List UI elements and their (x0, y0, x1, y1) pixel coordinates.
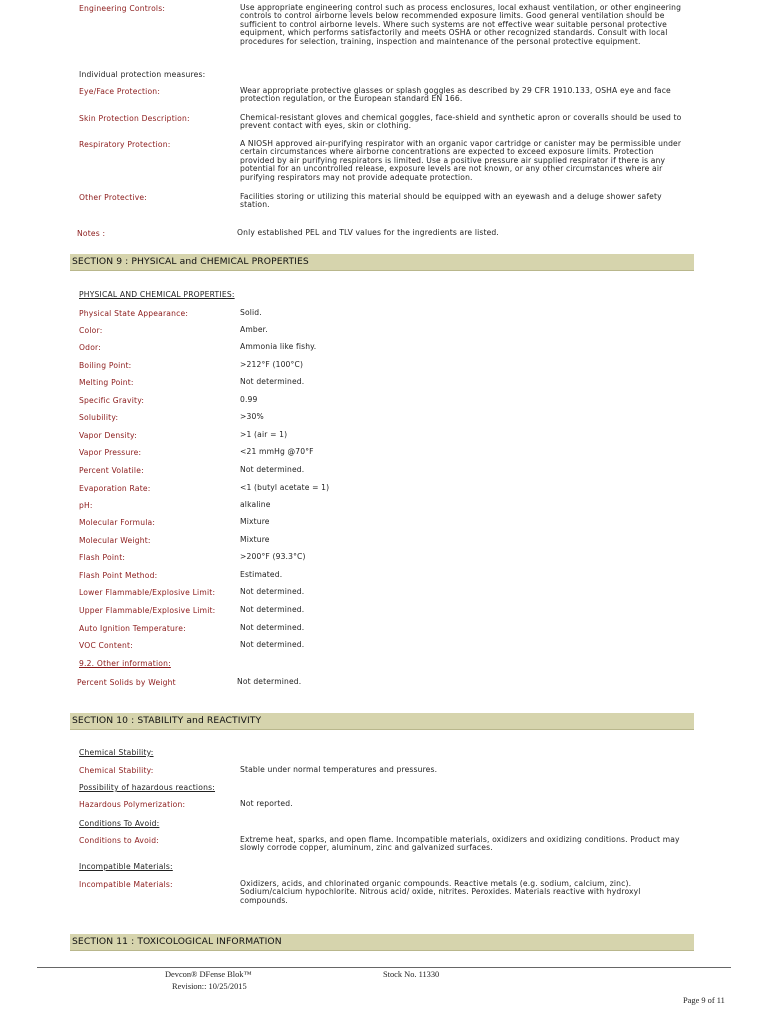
property-label: Lower Flammable/Explosive Limit: (79, 588, 216, 597)
eye-face-value: Wear appropriate protective glasses or splash goggles as described by 29 CFR 1910.133, OSHA eye and face protection regulation, or the European standard EN 166. (240, 86, 671, 104)
property-label: Vapor Pressure: (79, 448, 142, 457)
property-label: VOC Content: (79, 641, 133, 650)
section-11-header (70, 934, 694, 951)
section-9-header (70, 254, 694, 271)
physical-chemical-subheading: PHYSICAL AND CHEMICAL PROPERTIES: (79, 290, 235, 299)
property-value: Ammonia like fishy. (240, 342, 317, 351)
engineering-controls-value: Use appropriate engineering control such as process enclosures, local exhaust ventilation, or other engineering controls to control airborne levels below recommended exposure limits. Good general ventilation should be sufficient to control airborne levels. Where such systems are not effective wear suitable personal protective equipment, which performs satisfactorily and meets OSHA or other recognized standards. Consult with local procedures for selection, training, inspection and maintenance of the personal protective equipment. (240, 3, 682, 46)
property-value: Not determined. (240, 377, 305, 386)
section-11-title: SECTION 11 : TOXICOLOGICAL INFORMATION (72, 936, 282, 947)
property-label: Molecular Weight: (79, 536, 151, 545)
other-protective-label: Other Protective: (79, 193, 148, 202)
respiratory-value: A NIOSH approved air-purifying respirator with an organic vapor cartridge or canister may be permissible under certain circumstances where airborne concentrations are expected to exceed exposure limits. Protection provided by air purifying respirators is limited. Use a positive pressure air supplied respirator if there is any potential for an uncontrolled release, exposure levels are not known, or any other circumstances where air purifying respirators may not provide adequate protection. (240, 139, 682, 182)
footer-stock-number: Stock No. 11330 (383, 970, 440, 979)
conditions-to-avoid-value: Extreme heat, sparks, and open flame. Incompatible materials, oxidizers and oxidizing conditions. Product may slowly corrode copper, aluminum, zinc and galvanized surfaces. (240, 835, 680, 853)
incompatible-materials-label: Incompatible Materials: (79, 880, 173, 889)
property-label: Upper Flammable/Explosive Limit: (79, 606, 216, 615)
property-value: <21 mmHg @70°F (240, 447, 314, 456)
incompatible-materials-value: Oxidizers, acids, and chlorinated organic compounds. Reactive metals (e.g. sodium, calcium, zinc). Sodium/calcium hypochlorite. Nitrous acid/ oxide, nitrites. Peroxides. Materials reactive with hydroxyl compounds. (240, 879, 641, 905)
respiratory-label: Respiratory Protection: (79, 140, 171, 149)
eye-face-label: Eye/Face Protection: (79, 87, 161, 96)
hazardous-polymerization-label: Hazardous Polymerization: (79, 800, 186, 809)
property-value: alkaline (240, 500, 271, 509)
footer-revision: Revision:: 10/25/2015 (172, 982, 247, 991)
property-value: Amber. (240, 325, 268, 334)
property-value: >1 (air = 1) (240, 430, 288, 439)
property-label: Molecular Formula: (79, 518, 156, 527)
chemical-stability-value: Stable under normal temperatures and pressures. (240, 765, 438, 774)
property-label: Evaporation Rate: (79, 484, 151, 493)
property-value: >200°F (93.3°C) (240, 552, 306, 561)
property-label: Color: (79, 326, 103, 335)
property-value: Not determined. (240, 465, 305, 474)
property-value: Not determined. (240, 623, 305, 632)
property-value: Estimated. (240, 570, 283, 579)
property-value: Solid. (240, 308, 262, 317)
property-value: Mixture (240, 517, 270, 526)
chemical-stability-label: Chemical Stability: (79, 766, 154, 775)
section-9-title: SECTION 9 : PHYSICAL and CHEMICAL PROPERTIES (72, 256, 309, 267)
other-information-heading: 9.2. Other information: (79, 659, 171, 668)
property-label: Specific Gravity: (79, 396, 145, 405)
footer-divider (37, 967, 731, 968)
hazardous-reactions-heading: Possibility of hazardous reactions: (79, 783, 216, 792)
property-value: Not determined. (240, 605, 305, 614)
property-value: Not determined. (240, 587, 305, 596)
property-label: Solubility: (79, 413, 119, 422)
individual-protection-heading: Individual protection measures: (79, 70, 206, 79)
notes-value: Only established PEL and TLV values for the ingredients are listed. (237, 228, 499, 237)
property-label: pH: (79, 501, 93, 510)
hazardous-polymerization-value: Not reported. (240, 799, 293, 808)
property-label: Vapor Density: (79, 431, 137, 440)
skin-protection-value: Chemical-resistant gloves and chemical goggles, face-shield and synthetic apron or coveralls should be used to prevent contact with eyes, skin or clothing. (240, 113, 682, 131)
chemical-stability-heading: Chemical Stability: (79, 748, 154, 757)
percent-solids-value: Not determined. (237, 677, 302, 686)
property-value: 0.99 (240, 395, 258, 404)
section-10-header (70, 713, 694, 730)
property-value: Mixture (240, 535, 270, 544)
footer-page-number: Page 9 of 11 (683, 996, 725, 1005)
incompatible-materials-heading: Incompatible Materials: (79, 862, 173, 871)
property-label: Melting Point: (79, 378, 134, 387)
property-label: Flash Point: (79, 553, 126, 562)
property-label: Percent Volatile: (79, 466, 144, 475)
property-value: Not determined. (240, 640, 305, 649)
property-value: >30% (240, 412, 264, 421)
property-label: Odor: (79, 343, 101, 352)
section-10-title: SECTION 10 : STABILITY and REACTIVITY (72, 715, 262, 726)
other-protective-value: Facilities storing or utilizing this material should be equipped with an eyewash and a deluge shower safety station. (240, 192, 662, 210)
property-label: Auto Ignition Temperature: (79, 624, 186, 633)
conditions-to-avoid-heading: Conditions To Avoid: (79, 819, 160, 828)
property-value: >212°F (100°C) (240, 360, 304, 369)
property-label: Flash Point Method: (79, 571, 158, 580)
property-label: Boiling Point: (79, 361, 132, 370)
property-value: <1 (butyl acetate = 1) (240, 483, 330, 492)
percent-solids-label: Percent Solids by Weight (77, 678, 176, 687)
skin-protection-label: Skin Protection Description: (79, 114, 190, 123)
property-label: Physical State Appearance: (79, 309, 189, 318)
engineering-controls-label: Engineering Controls: (79, 4, 166, 13)
footer-product-name: Devcon® DFense Blok™ (165, 970, 252, 979)
notes-label: Notes : (77, 229, 106, 238)
conditions-to-avoid-label: Conditions to Avoid: (79, 836, 160, 845)
